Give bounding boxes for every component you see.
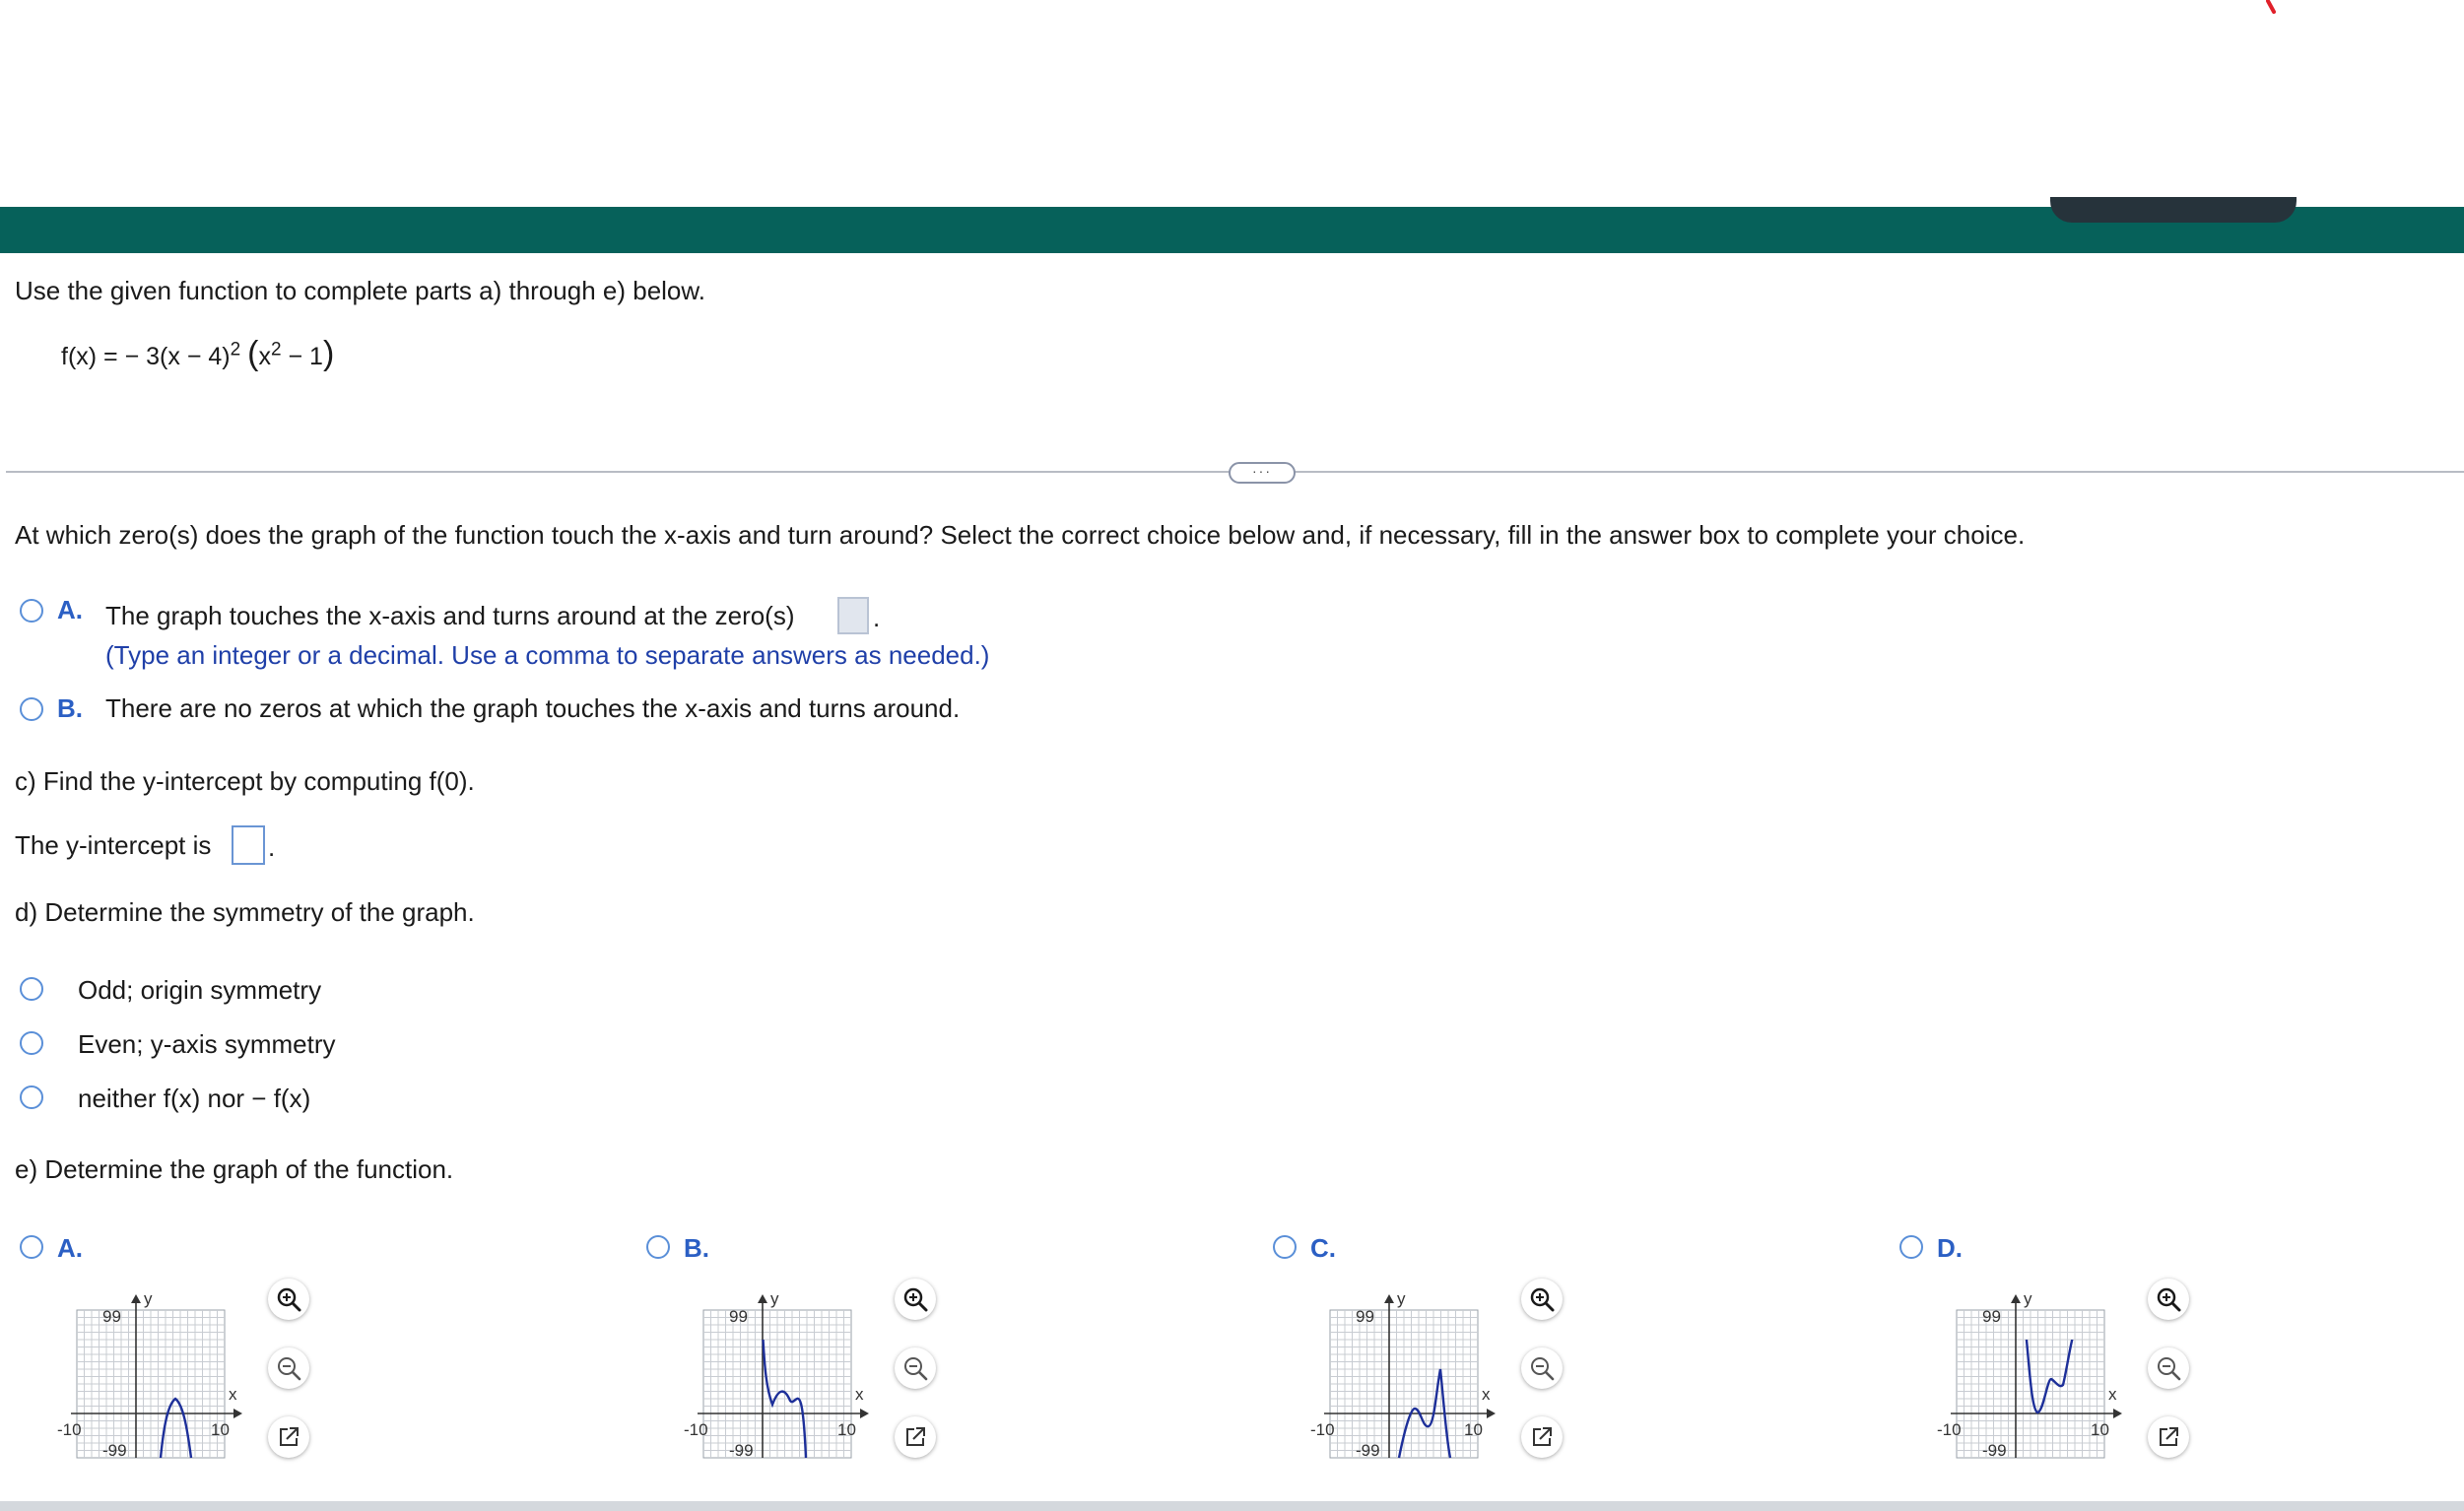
choice-b-text: There are no zeros at which the graph touches the x-axis and turns around. xyxy=(105,693,961,723)
x-max-tick-label: 10 xyxy=(211,1420,230,1439)
popout-icon xyxy=(902,1424,928,1450)
part-e-prompt: e) Determine the graph of the function. xyxy=(15,1154,454,1184)
symmetry-even-radio[interactable] xyxy=(20,1031,43,1055)
y-min-tick-label: -99 xyxy=(729,1441,754,1460)
symmetry-odd-label: Odd; origin symmetry xyxy=(78,975,322,1005)
y-axis-label: y xyxy=(144,1289,153,1308)
graph-choice-d-plot xyxy=(1937,1281,2134,1478)
zoom-out-icon xyxy=(2156,1355,2181,1381)
choice-a-period: . xyxy=(873,603,881,632)
x-max-tick-label: 10 xyxy=(2091,1420,2109,1439)
bottom-scrollbar[interactable] xyxy=(0,1501,2464,1511)
zeros-answer-box[interactable] xyxy=(837,597,869,634)
zoom-in-icon xyxy=(902,1286,928,1312)
zoom-in-icon xyxy=(276,1286,301,1312)
y-intercept-period: . xyxy=(268,832,276,862)
graph-choice-c-letter: C. xyxy=(1310,1233,1336,1263)
part-c-prompt: c) Find the y-intercept by computing f(0). xyxy=(15,766,475,796)
symmetry-neither-label: neither f(x) nor − f(x) xyxy=(78,1084,311,1113)
x-min-tick-label: -10 xyxy=(684,1420,708,1439)
popout-icon xyxy=(276,1424,301,1450)
zoom-out-icon xyxy=(276,1355,301,1381)
choice-a-letter: A. xyxy=(57,595,83,624)
graph-choice-a-plot xyxy=(57,1281,254,1478)
graph-d-popout-button[interactable] xyxy=(2148,1416,2189,1458)
x-min-tick-label: -10 xyxy=(1937,1420,1962,1439)
graph-a-popout-button[interactable] xyxy=(268,1416,309,1458)
x-max-tick-label: 10 xyxy=(1464,1420,1483,1439)
y-min-tick-label: -99 xyxy=(1356,1441,1380,1460)
instruction-text: Use the given function to complete parts a) through e) below. xyxy=(15,276,705,305)
x-max-tick-label: 10 xyxy=(837,1420,856,1439)
y-min-tick-label: -99 xyxy=(102,1441,127,1460)
x-axis-label: x xyxy=(1482,1385,1491,1404)
grid-lines xyxy=(703,1310,851,1458)
y-min-tick-label: -99 xyxy=(1982,1441,2007,1460)
graph-b-zoom-out-button[interactable] xyxy=(895,1347,936,1389)
x-axis-arrow xyxy=(233,1409,242,1418)
graph-c-zoom-in-button[interactable] xyxy=(1521,1279,1563,1320)
graph-b-zoom-in-button[interactable] xyxy=(895,1279,936,1320)
part-d-prompt: d) Determine the symmetry of the graph. xyxy=(15,897,475,927)
graph-choice-b-plot xyxy=(684,1281,881,1478)
function-expression: f(x) = − $3(x - 4)^2$ $(x^2 - 1)$ xyxy=(61,335,335,372)
symmetry-neither-radio[interactable] xyxy=(20,1085,43,1109)
graph-choice-b-letter: B. xyxy=(684,1233,709,1263)
x-axis-label: x xyxy=(229,1385,237,1404)
zoom-in-icon xyxy=(2156,1286,2181,1312)
graph-d-zoom-in-button[interactable] xyxy=(2148,1279,2189,1320)
zoom-out-icon xyxy=(1529,1355,1555,1381)
graph-c-popout-button[interactable] xyxy=(1521,1416,1563,1458)
x-axis-arrow xyxy=(1487,1409,1496,1418)
popout-icon xyxy=(1529,1424,1555,1450)
zoom-out-icon xyxy=(902,1355,928,1381)
y-max-tick-label: 99 xyxy=(1356,1307,1374,1326)
y-axis-arrow xyxy=(2011,1294,2021,1303)
graph-d-zoom-out-button[interactable] xyxy=(2148,1347,2189,1389)
graph-c-zoom-out-button[interactable] xyxy=(1521,1347,1563,1389)
grid-lines xyxy=(77,1310,225,1458)
y-axis-label: y xyxy=(770,1289,779,1308)
top-blank-area xyxy=(0,0,2464,207)
graph-choice-d-radio[interactable] xyxy=(1899,1235,1923,1259)
choice-a-radio[interactable] xyxy=(20,599,43,623)
popout-icon xyxy=(2156,1424,2181,1450)
graph-choice-c-radio[interactable] xyxy=(1273,1235,1297,1259)
y-axis-arrow xyxy=(758,1294,767,1303)
graph-choice-b-radio[interactable] xyxy=(646,1235,670,1259)
choice-b-letter: B. xyxy=(57,693,83,723)
x-min-tick-label: -10 xyxy=(57,1420,82,1439)
symmetry-even-label: Even; y-axis symmetry xyxy=(78,1029,336,1059)
header-tab xyxy=(2050,197,2297,223)
y-axis-label: y xyxy=(2024,1289,2032,1308)
graph-choice-a-radio[interactable] xyxy=(20,1235,43,1259)
graph-a-zoom-out-button[interactable] xyxy=(268,1347,309,1389)
zoom-in-icon xyxy=(1529,1286,1555,1312)
x-axis-label: x xyxy=(855,1385,864,1404)
x-axis-arrow xyxy=(2113,1409,2122,1418)
graph-a-zoom-in-button[interactable] xyxy=(268,1279,309,1320)
graph-b-popout-button[interactable] xyxy=(895,1416,936,1458)
x-min-tick-label: -10 xyxy=(1310,1420,1335,1439)
y-axis-arrow xyxy=(131,1294,141,1303)
choice-a-text: The graph touches the x-axis and turns around at the zero(s) xyxy=(105,601,795,630)
y-max-tick-label: 99 xyxy=(1982,1307,2001,1326)
more-button[interactable]: ··· xyxy=(1229,462,1296,484)
y-intercept-label: The y-intercept is xyxy=(15,830,212,860)
choice-a-hint: (Type an integer or a decimal. Use a comma to separate answers as needed.) xyxy=(105,640,990,670)
red-mark-icon xyxy=(2266,0,2276,14)
y-max-tick-label: 99 xyxy=(729,1307,748,1326)
graph-choice-c-plot xyxy=(1310,1281,1507,1478)
symmetry-odd-radio[interactable] xyxy=(20,977,43,1001)
x-axis-label: x xyxy=(2108,1385,2117,1404)
y-intercept-input[interactable] xyxy=(232,825,265,865)
part-b-question: At which zero(s) does the graph of the function touch the x-axis and turn around? Select the correct choice below and, if necessary, fill in the answer box to complete your choice. xyxy=(15,520,2026,550)
x-axis-arrow xyxy=(860,1409,869,1418)
choice-b-radio[interactable] xyxy=(20,697,43,721)
graph-choice-d-letter: D. xyxy=(1937,1233,1963,1263)
y-max-tick-label: 99 xyxy=(102,1307,121,1326)
graph-choice-a-letter: A. xyxy=(57,1233,83,1263)
y-axis-label: y xyxy=(1397,1289,1406,1308)
y-axis-arrow xyxy=(1384,1294,1394,1303)
